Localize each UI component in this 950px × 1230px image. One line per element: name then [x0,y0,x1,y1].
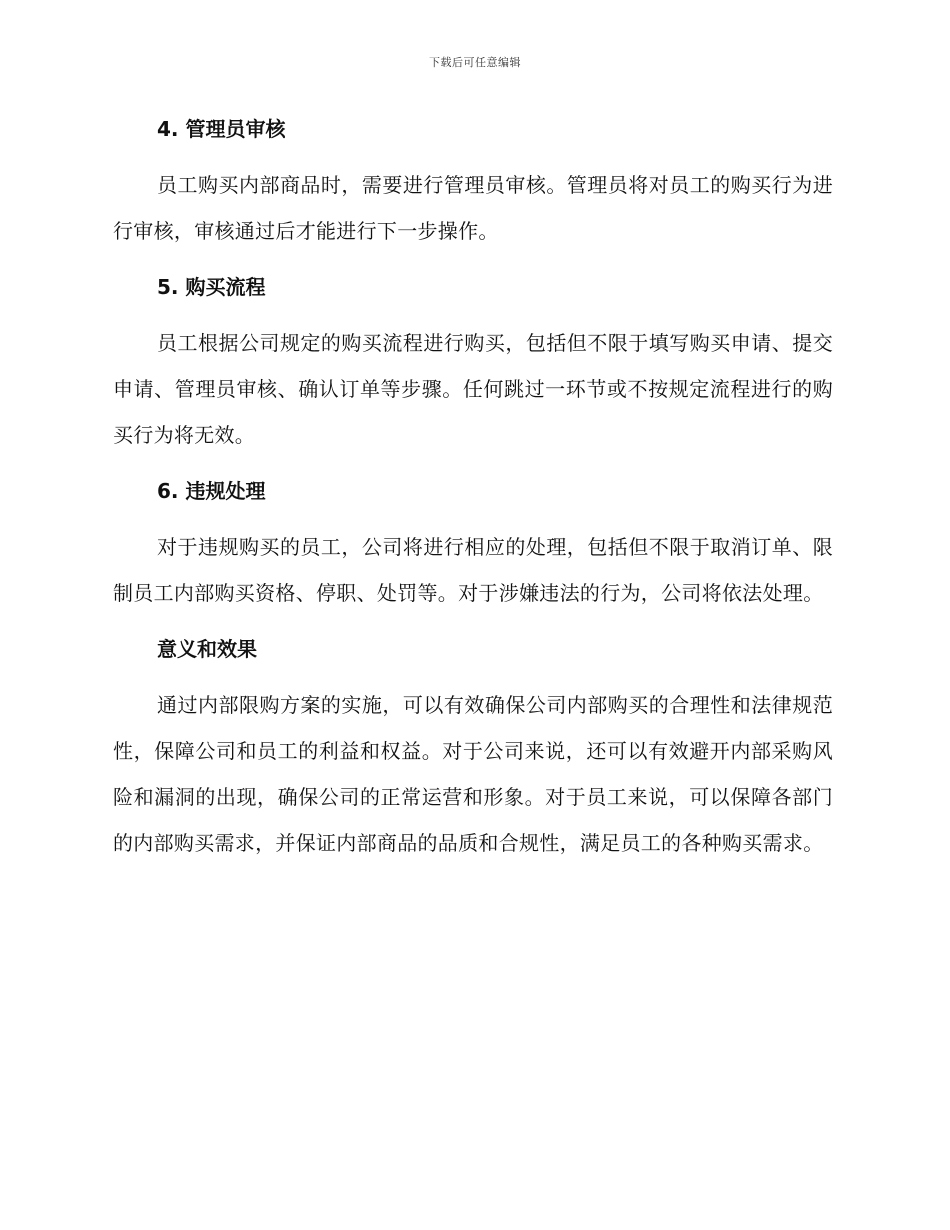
section-purchase-process [113,266,833,470]
section-paragraph: 员工购买内部商品时，需要进行管理员审核。管理员将对员工的购买行为进行审核，审核通过后才能进行下一步操作。 [113,173,833,243]
section-significance [113,628,833,866]
section-heading: 意义和效果 [157,637,257,661]
page-header: 下载后可任意编辑 [429,56,521,69]
section-admin-review [113,108,833,266]
document-body [113,108,833,866]
section-heading: 5. 购买流程 [157,275,266,299]
section-paragraph: 通过内部限购方案的实施，可以有效确保公司内部购买的合理性和法律规范性，保障公司和员工的利益和权益。对于公司来说，还可以有效避开内部采购风险和漏洞的出现，确保公司的正常运营和形象。对于员工来说，可以保障各部门的内部购买需求，并保证内部商品的品质和合规性，满足员工的各种购买需求。 [113,693,833,855]
section-violation-handling [113,470,833,628]
section-heading: 6. 违规处理 [157,479,266,503]
section-heading: 4. 管理员审核 [157,117,286,141]
section-paragraph: 对于违规购买的员工，公司将进行相应的处理，包括但不限于取消订单、限制员工内部购买资格、停职、处罚等。对于涉嫌违法的行为，公司将依法处理。 [113,535,833,605]
section-paragraph: 员工根据公司规定的购买流程进行购买，包括但不限于填写购买申请、提交申请、管理员审核、确认订单等步骤。任何跳过一环节或不按规定流程进行的购买行为将无效。 [113,331,833,447]
